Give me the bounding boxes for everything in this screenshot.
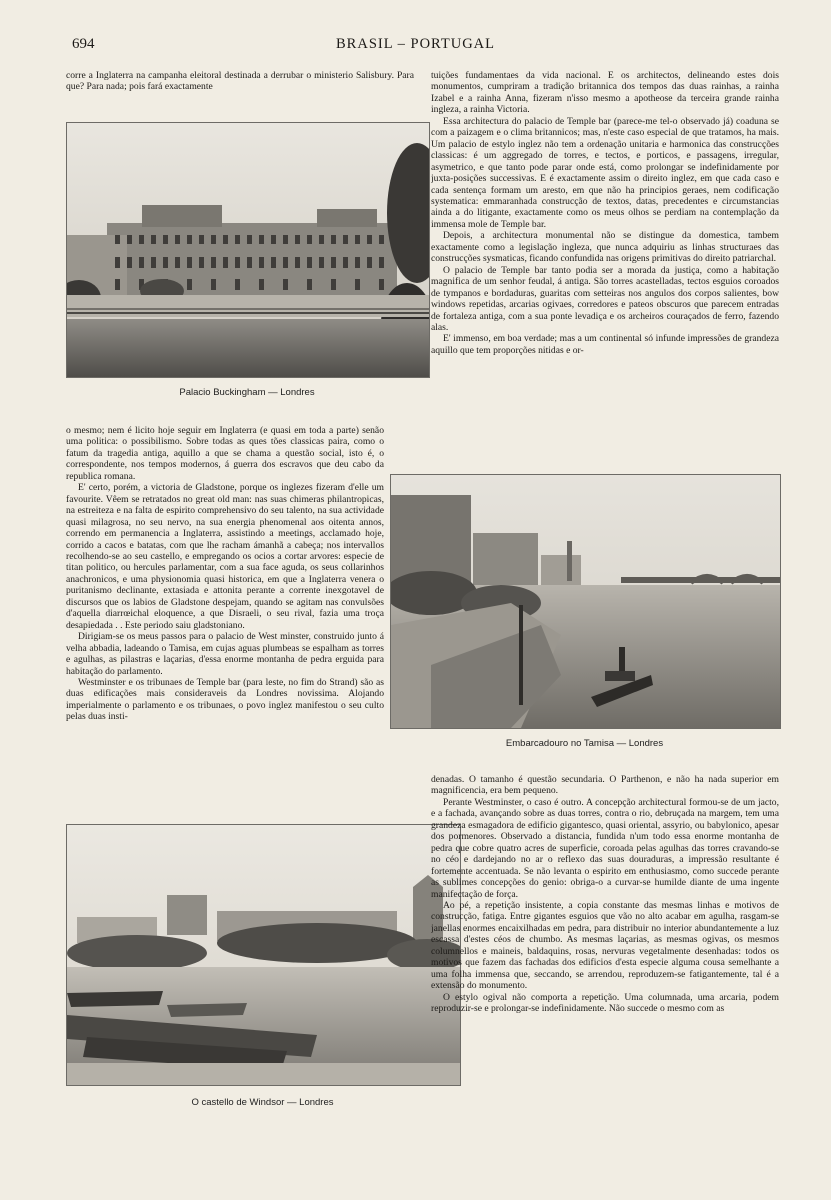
paragraph: o mesmo; nem é licito hoje seguir em Inglaterra (e quasi em toda a parte) senão uma politica: o possibilismo. Sobre todas as ques tões classicas paira, como o fatum da tragedia antiga, aquillo a que se chama a questão social, isto é, o correspondente, nos tempos modernos, á guerra dos escravos que deu cabo da republica romana. xyxy=(66,425,384,482)
paragraph: Depois, a architectura monumental não se distingue da domestica, tambem exactamente como a legislação ingleza, que nunca adquiriu as linhas structuraes das construcções sysmaticas, ficando confundida nas origens primitivas do direito patriarchal. xyxy=(431,230,779,265)
left-column-middle-text xyxy=(66,425,384,783)
paragraph: O palacio de Temple bar tanto podia ser a morada da justiça, como a habitação magnifica de um senhor feudal, á antiga. São torres acastelladas, tectos esguios coroados de tympanos e bordaduras, guaritas com setteiras nos angulos dos corpos salientes, bow windows repetidas, arcarias ogivaes, corredores e pateos obscuros que parecem entradas de fortaleza antiga, com a sua ponte levadiça e os archeiros couraçados de ferro, fazendo alas. xyxy=(431,264,779,333)
figure-caption: O castello de Windsor — Londres xyxy=(191,1097,334,1108)
running-title: BRASIL – PORTUGAL xyxy=(336,36,495,52)
paragraph: Essa architectura do palacio de Temple bar (parece-me tel-o observado já) coaduna se com a paizagem e o clima britannicos; mas, n'este caso especial de que tratamos, ha mais. Um palacio de estylo inglez não tem a ordenação unitaria e harmonica das construcções classicas: é um aggregado de torres, e tectos, e porticos, e passagens, irregular, asymetrico, e que tanto pode parar onde está, como prolongar se indefinidamente por juxta-posições successivas. E é exactamente assim o direito inglez, em que cada caso e cada sentença formam um aresto, em que não ha principios geraes, nem codificação systematica: emmaranhada construcção de textos, datas, precedentes e circumstancias ainda a do litigante, exactamente como os meus olhos se perdiam na contemplação da immensa mole de Temple bar. xyxy=(431,115,779,230)
paragraph: denadas. O tamanho é questão secundaria. O Parthenon, e não ha nada superior em magnificencia, era bem pequeno. xyxy=(431,774,779,797)
figure-caption: Palacio Buckingham — Londres xyxy=(179,387,315,398)
paragraph: O estylo ogival não comporta a repetição. Uma columnada, uma arcaria, podem reproduzir-se e prolongar-se indefinidamente. Não succede o mesmo com as xyxy=(431,991,779,1015)
page-number: 694 xyxy=(72,36,95,52)
paragraph: Perante Westminster, o caso é outro. A concepção architectural formou-se de um jacto, e a fachada, avançando sobre as duas torres, contra o rio, debruçada na margem, tem uma grandeza esmagadora de edificio gigantesco, quasi oriental, assyrio, ou babylonico, apesar dos pormenores. Observado a distancia, fundida n'um todo essa enorme montanha de pedra que cobre quatro acres de superficie, coroada pelas agulhas das torres cravando-se no céo e dardejando no ar o reflexo das suas douraduras, a impressão resultante é fortemente accentuada. Se não levanta o espirito em enthusiasmo, como succede perante as sublimes concepções do genio: obriga-o a curvar-se humilde diante de uma ingente manifectação de força. xyxy=(431,796,779,900)
paragraph: Westminster e os tribunaes de Temple bar (para leste, no fim do Strand) são as duas edificações mais consideraveis da Londres novissima. Alojando imperialmente o parlamento e os tribunaes, o povo inglez manifestou o seu culto pelas duas insti- xyxy=(66,676,384,723)
paragraph: tuições fundamentaes da vida nacional. E os architectos, delineando estes dois monumentos, cumpriram a tradição britannica dos tempos das duas rainhas, a rainha Izabel e a rainha Anna, fizeram n'isso mesmo a apotheose da terceira grande rainha ingleza, a rainha Victoria. xyxy=(431,70,779,116)
paragraph: E' immenso, em boa verdade; mas a um continental só infunde impressões de grandeza aquillo que tem proporções nitidas e or- xyxy=(431,333,779,356)
page-header xyxy=(66,36,765,56)
paragraph: Ao pé, a repetição insistente, a copia constante das mesmas linhas e motivos de construcção, fatiga. Entre gigantes esguios que vão no alto acabar em agulha, rasgam-se janellas enormes encaixilhadas em pedra, para distribuir no interior abundantemente a luz escassa d'estes céos de chumbo. As mesmas laçarias, as mesmas ogivas, os mesmos columnellos e maineis, baldaquins, rosas, nervuras vegetalmente desenhadas: todos os motivos que fazem das fachadas dos edificios d'esta especie alguma cousa semelhante a uma folha immensa que, seccando, se arrendou, reproduzem-se fatigantemente, tal é a extensão do monumento. xyxy=(431,899,779,992)
right-column-bottom-text xyxy=(431,774,779,1114)
windsor-castle-photo xyxy=(66,824,461,1086)
paragraph: Dirigiam-se os meus passos para o palacio de West minster, construido junto á velha abbadia, ladeando o Tamisa, em cujas aguas plumbeas se espalham as torres e agulhas, as pilastras e laçarias, d'essa enorme montanha de pedra erguida para habitação do parlamento. xyxy=(66,631,384,677)
right-column-top-text xyxy=(431,70,779,444)
paragraph: corre a Inglaterra na campanha eleitoral destinada a derrubar o ministerio Salisbury. Para que? Para nada; pois fará exactamente xyxy=(66,70,414,93)
left-column-top-text xyxy=(66,70,414,96)
buckingham-palace-photo xyxy=(66,122,430,378)
figure-caption: Embarcadouro no Tamisa — Londres xyxy=(505,738,664,749)
paragraph: E' certo, porém, a victoria de Gladstone, porque os inglezes fizeram d'elle um favourite. Vêem se retratados no great old man: nas suas chimeras philantropicas, na estreiteza e na falta de espirito comprehensivo do seu talento, na sua actividade quasi milagrosa, no seu nervo, na sua energia phenomenal aos oitenta annos, correndo em permanencia a Inglaterra, assistindo a meetings, acclamado hoje, corrido a cacos e batatas, com que lhe racham ámanhã a cabeça; nos intervallos recolhendo-se ao seu castello, e empregando os ocios a cortar arvores: especie de titan politico, ou hercules parlamentar, com a sua face aguda, os seus collarinhos anachronicos, e uma physionomia quasi historica, em que a Inglaterra venera o puritanismo declinante, extasiada e attonita perante a corrente inexgotavel de discursos que os labios de Gladstone despejam, quando se agitam nas convulsões d'aquella diarrœichal eloquence, a que Disraeli, o seu rival, fazia uma troça desapiedada . . Este periodo saiu gladstoniano. xyxy=(66,482,384,631)
thames-embankment-photo xyxy=(390,474,781,729)
